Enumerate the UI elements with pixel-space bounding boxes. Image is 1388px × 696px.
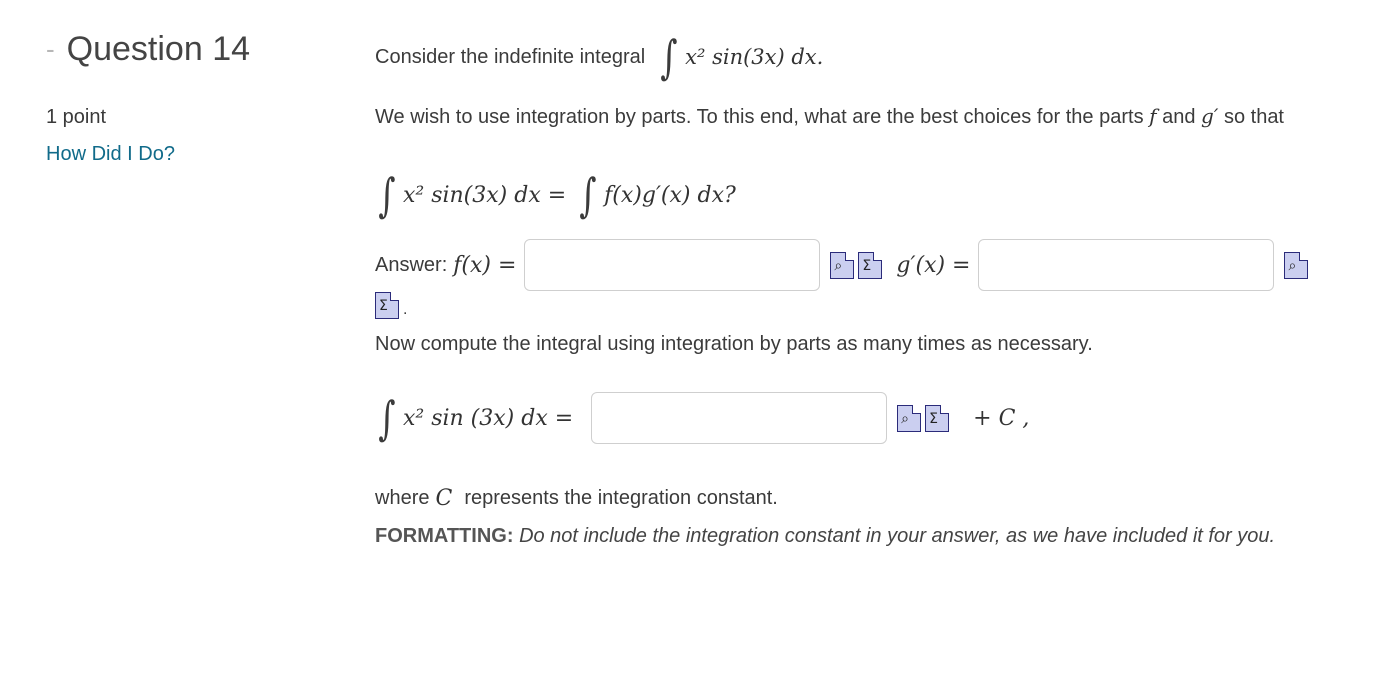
collapse-dash[interactable]: - — [46, 34, 55, 64]
equation-editor-icon[interactable]: Σ — [375, 292, 399, 319]
parts-text-2: so that — [1223, 106, 1284, 128]
f-input[interactable] — [524, 239, 820, 291]
g-label: g′(x) = — [896, 252, 971, 278]
integral-equation — [375, 392, 1029, 444]
now-text: Now compute the integral using integration by parts as many times as necessary. — [375, 333, 1093, 355]
question-points: 1 point — [46, 106, 107, 128]
answer-label: Answer: — [375, 253, 448, 276]
question-title: Question 14 — [66, 30, 251, 68]
integral-sign: ∫ — [378, 391, 396, 445]
g-editor-line — [375, 292, 407, 319]
parts-text-1: We wish to use integration by parts. To this end, what are the best choices for the parts — [375, 106, 1144, 128]
intro-integral-expr: x² sin(3x) dx. — [685, 45, 824, 69]
equation-editor-icon[interactable]: Σ — [925, 405, 949, 432]
question-sidebar — [46, 32, 346, 166]
where-line — [375, 486, 778, 511]
eq-rhs: f(x)g′(x) dx? — [604, 182, 736, 208]
eq-lhs: x² sin(3x) dx = — [402, 182, 567, 208]
where-text-2: represents the integration constant. — [464, 487, 778, 509]
equation-editor-icon[interactable]: Σ — [858, 252, 882, 279]
preview-icon[interactable]: ⌕ — [830, 252, 854, 279]
integral-sign: ∫ — [378, 168, 396, 222]
and-word: and — [1162, 106, 1196, 128]
plus-c: + C , — [973, 405, 1030, 431]
integral-sign: ∫ — [579, 168, 597, 222]
parts-paragraph — [375, 101, 1345, 133]
where-text-1: where — [375, 487, 430, 509]
preview-icon[interactable]: ⌕ — [1284, 252, 1308, 279]
question-header — [46, 32, 346, 66]
parts-equation — [375, 168, 736, 222]
period: . — [403, 301, 408, 318]
how-did-i-do-link[interactable]: How Did I Do? — [46, 143, 175, 165]
formatting-note — [375, 525, 1275, 548]
answer-row — [375, 239, 1308, 291]
f-label: f(x) = — [453, 252, 517, 278]
g-input[interactable] — [978, 239, 1274, 291]
intro-text: Consider the indefinite integral — [375, 45, 646, 68]
constant-c: C — [435, 486, 453, 511]
integral-input[interactable] — [591, 392, 887, 444]
eq2-lhs: x² sin (3x) dx = — [402, 405, 574, 431]
formatting-label: FORMATTING: — [375, 525, 514, 547]
f-symbol: f — [1149, 104, 1157, 128]
integral-sign: ∫ — [660, 30, 678, 84]
preview-icon[interactable]: ⌕ — [897, 405, 921, 432]
intro-line — [375, 30, 824, 84]
formatting-text: Do not include the integration constant in your answer, as we have included it for you. — [519, 525, 1276, 547]
g-symbol: g′ — [1201, 104, 1219, 128]
